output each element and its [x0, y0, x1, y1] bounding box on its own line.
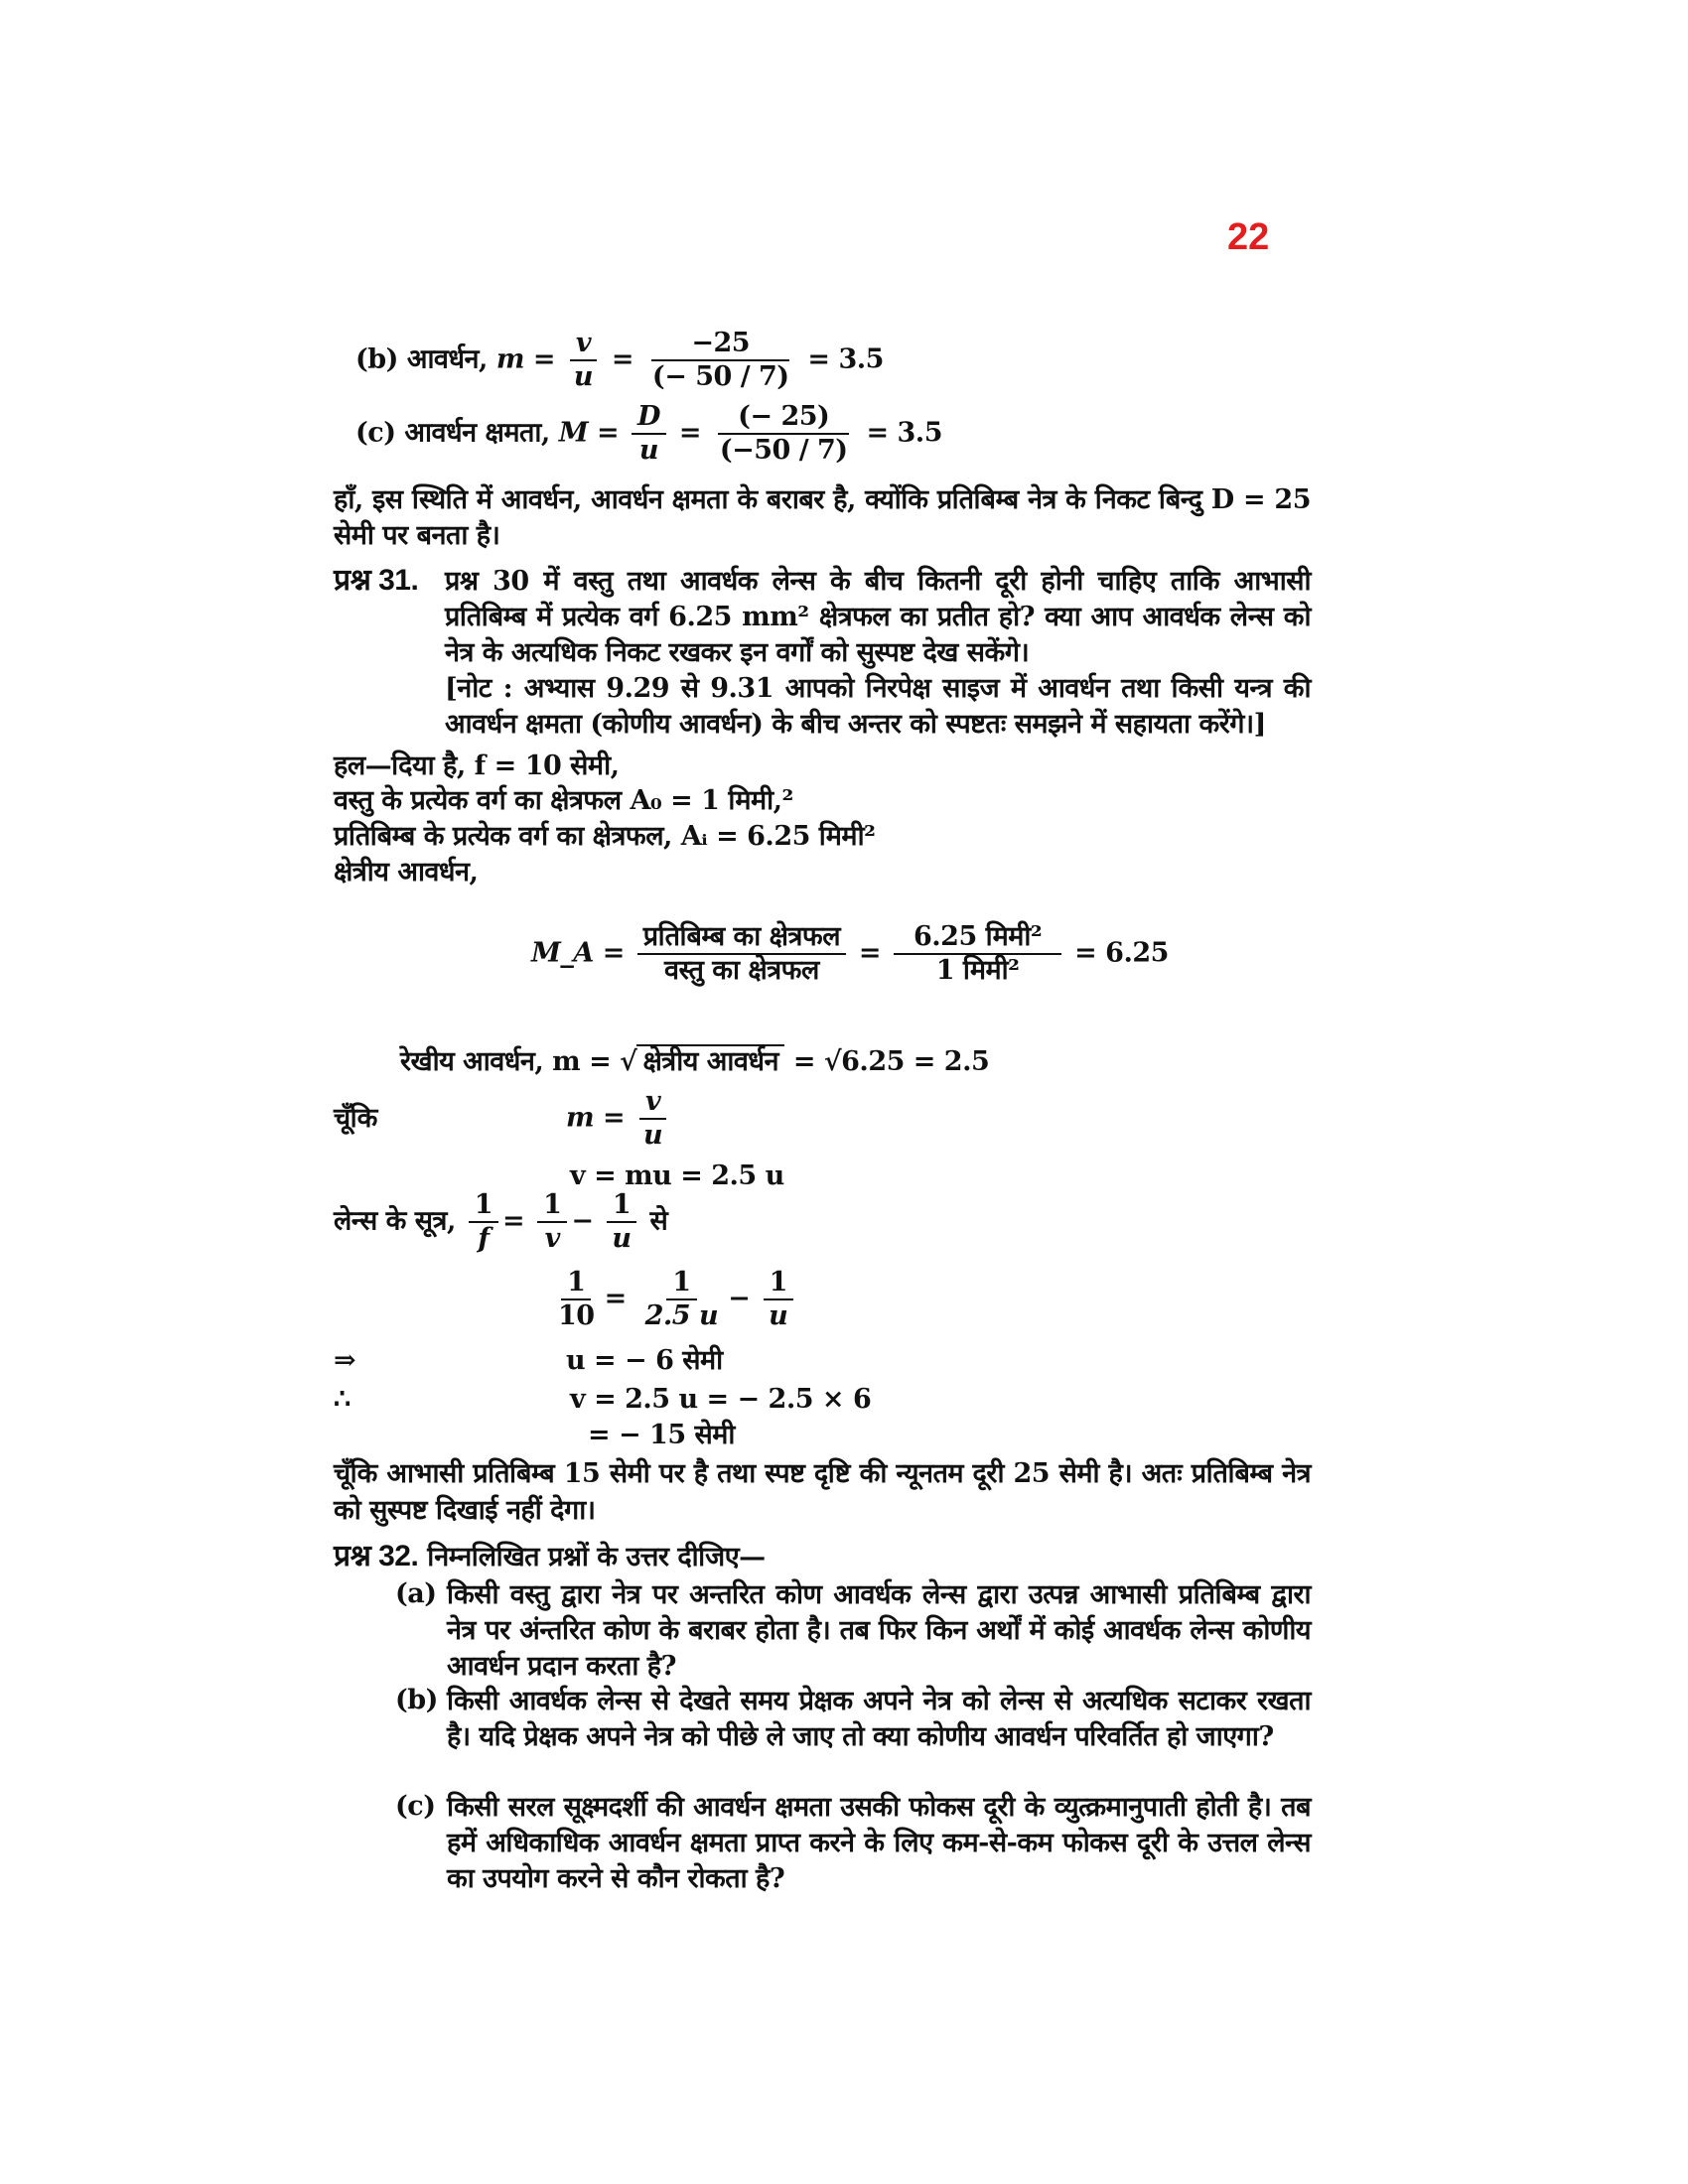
- denominator: 1 मिमी²: [935, 955, 1020, 986]
- lens-suffix: से: [649, 1205, 668, 1237]
- denominator: 2.5 u: [644, 1300, 719, 1331]
- fraction: [632, 401, 666, 467]
- fraction: [637, 921, 846, 987]
- image-area-line: प्रतिबिम्ब के प्रत्येक वर्ग का क्षेत्रफल, Aᵢ = 6.25 मिमी²: [334, 821, 876, 852]
- denominator: v: [544, 1223, 560, 1254]
- q32-item-c-marker: (c): [395, 1791, 436, 1822]
- linear-label: रेखीय आवर्धन, m =: [400, 1046, 612, 1077]
- fraction: [637, 1086, 668, 1152]
- denominator: u: [638, 435, 659, 466]
- conclusion-text: हाँ, इस स्थिति में आवर्धन, आवर्धन क्षमता के बराबर है, क्योंकि प्रतिबिम्ब नेत्र के निकट बिन्दु D = 25 सेमी पर बनता है।: [334, 484, 1311, 551]
- question-32-header: [334, 1540, 766, 1574]
- result: = 3.5: [866, 417, 942, 449]
- result: = 3.5: [807, 343, 884, 375]
- question-31-note: [नोट : अभ्यास 9.29 से 9.31 आपको निरपेक्ष साइज में आवर्धन तथा किसी यन्त्र की आवर्धन क्षमता (कोणीय आवर्धन) के बीच अन्तर को स्पष्टतः समझने में सहायता करेंगे।]: [445, 673, 1311, 740]
- denominator: u: [769, 1300, 788, 1331]
- denominator: u: [643, 1120, 663, 1151]
- result: = √6.25 = 2.5: [792, 1046, 990, 1077]
- fraction: [537, 1189, 567, 1255]
- numerator: प्रतिबिम्ब का क्षेत्रफल: [637, 921, 846, 955]
- denominator: (− 50 / 7): [651, 361, 789, 392]
- denominator: वस्तु का क्षेत्रफल: [663, 955, 819, 986]
- given-line: हल—दिया है, f = 10 सेमी,: [334, 751, 620, 781]
- sqrt-content: क्षेत्रीय आवर्धन: [636, 1044, 784, 1077]
- fraction: [646, 328, 795, 393]
- numerator: 1: [469, 1189, 498, 1223]
- implies-symbol: ⇒: [334, 1345, 356, 1376]
- denominator: f: [478, 1223, 490, 1254]
- u-result: u = − 6 सेमी: [566, 1345, 723, 1376]
- q32-item-c-text: किसी सरल सूक्ष्मदर्शी की आवर्धन क्षमता उसकी फोकस दूरी के व्युत्क्रमानुपाती होती है। तब हमें अधिकाधिक आवर्धन क्षमता प्राप्त करने के लिए कम-से-कम फोकस दूरी के उत्तल लेन्स का उपयोग करने से कौन रोकता है?: [447, 1792, 1311, 1894]
- fraction: [894, 921, 1061, 987]
- fraction: [568, 328, 599, 393]
- part-c-equation: [355, 401, 942, 467]
- numerator: 6.25 मिमी²: [894, 921, 1061, 955]
- since-label: चूँकि: [334, 1103, 377, 1134]
- numerator: v: [570, 328, 597, 361]
- linear-magnification-line: रेखीय आवर्धन, m = √ क्षेत्रीय आवर्धन = √6.25 = 2.5: [400, 1046, 990, 1077]
- page-number: 22: [1227, 216, 1270, 258]
- part-c-lhs: M =: [558, 417, 620, 449]
- lens-formula-line: लेन्स के सूत्र, $\frac{1}{f}$ = $\frac{1}{v}$ − $\frac{1}{u}$ से: [334, 1189, 668, 1254]
- q31-label: प्रश्न 31.: [334, 564, 419, 597]
- part-c-label: (c) आवर्धन क्षमता,: [355, 417, 550, 449]
- fraction: [763, 1267, 793, 1332]
- equals: =: [678, 417, 701, 449]
- substitution-line: $\frac{1}{10}$ = $\frac{1}{2.5 u}$ − $\frac{1}{u}$: [548, 1267, 797, 1332]
- numerator: (− 25): [718, 401, 849, 435]
- numerator: v: [639, 1086, 666, 1120]
- numerator: −25: [651, 328, 789, 361]
- v-result: v = 2.5 u = − 2.5 × 6: [570, 1384, 872, 1415]
- areal-magnification-label: क्षेत्रीय आवर्धन,: [334, 857, 479, 887]
- numerator: 1: [764, 1267, 793, 1300]
- denominator: (−50 / 7): [719, 435, 848, 466]
- fraction: [606, 1189, 636, 1255]
- denominator: u: [612, 1223, 632, 1254]
- equals: =: [611, 343, 634, 375]
- m-equation: [566, 1086, 672, 1152]
- q32-item-b-text: किसी आवर्धक लेन्स से देखते समय प्रेक्षक अपने नेत्र को लेन्स से अत्यधिक सटाकर रखता है। यदि प्रेक्षक अपने नेत्र को पीछे ले जाए तो क्या कोणीय आवर्धन परिवर्तित हो जाएगा?: [447, 1686, 1311, 1752]
- part-b-lhs: m =: [495, 343, 555, 375]
- v-result-final: = − 15 सेमी: [588, 1420, 735, 1450]
- denominator: u: [573, 361, 593, 392]
- fraction: [639, 1267, 725, 1332]
- v-equation: v = mu = 2.5 u: [570, 1160, 784, 1191]
- q32-text: निम्नलिखित प्रश्नों के उत्तर दीजिए—: [427, 1542, 766, 1572]
- fraction: [552, 1267, 601, 1332]
- q32-item-b-marker: (b): [395, 1685, 438, 1715]
- m-lhs: m =: [566, 1102, 626, 1134]
- denominator: 10: [558, 1300, 595, 1331]
- question-31-label: [334, 564, 418, 599]
- q32-item-a-marker: (a): [395, 1578, 437, 1609]
- final-conclusion: चूँकि आभासी प्रतिबिम्ब 15 सेमी पर है तथा स्पष्ट दृष्टि की न्यूनतम दूरी 25 सेमी है। अतः प्रतिबिम्ब नेत्र को सुस्पष्ट दिखाई नहीं देगा।: [334, 1458, 1311, 1526]
- areal-magnification-equation: M_A = $\frac{\text{प्रतिबिम्ब का क्षेत्रफल}}{\text{वस्तु का क्षेत्रफल}}$ = $\frac{\text{6.25 मिमी²}}{\text{1 मिमी²}}$ = 6.25: [531, 921, 1169, 986]
- part-b-equation: [355, 328, 884, 393]
- q32-item-a-text: किसी वस्तु द्वारा नेत्र पर अन्तरित कोण आवर्धक लेन्स द्वारा उत्पन्न आभासी प्रतिबिम्ब द्वारा नेत्र पर अंन्तरित कोण के बराबर होता है। तब फिर किन अर्थों में कोई आवर्धक लेन्स कोणीय आवर्धन प्रदान करता है?: [447, 1579, 1311, 1682]
- object-area-line: वस्तु के प्रत्येक वर्ग का क्षेत्रफल A₀ = 1 मिमी,²: [334, 785, 793, 816]
- q32-label: प्रश्न 32.: [334, 1540, 419, 1572]
- therefore-symbol: ∴: [334, 1384, 351, 1415]
- question-31-text: प्रश्न 30 में वस्तु तथा आवर्धक लेन्स के बीच कितनी दूरी होनी चाहिए ताकि आभासी प्रतिबिम्ब में प्रत्येक वर्ग 6.25 mm² क्षेत्रफल का प्रतीत हो? क्या आप आवर्धक लेन्स को नेत्र के अत्यधिक निकट रखकर इन वर्गों को सुस्पष्ट देख सकेंगे।: [445, 566, 1311, 668]
- numerator: 1: [561, 1267, 591, 1300]
- fraction: [714, 401, 854, 467]
- lens-label: लेन्स के सूत्र,: [334, 1205, 456, 1237]
- ma-lhs: M_A =: [531, 937, 625, 969]
- fraction: [469, 1189, 498, 1255]
- part-b-label: (b) आवर्धन,: [355, 343, 488, 375]
- numerator: 1: [607, 1189, 636, 1223]
- numerator: 1: [537, 1189, 567, 1223]
- result: = 6.25: [1074, 937, 1169, 969]
- numerator: D: [632, 401, 666, 435]
- numerator: 1: [666, 1267, 696, 1300]
